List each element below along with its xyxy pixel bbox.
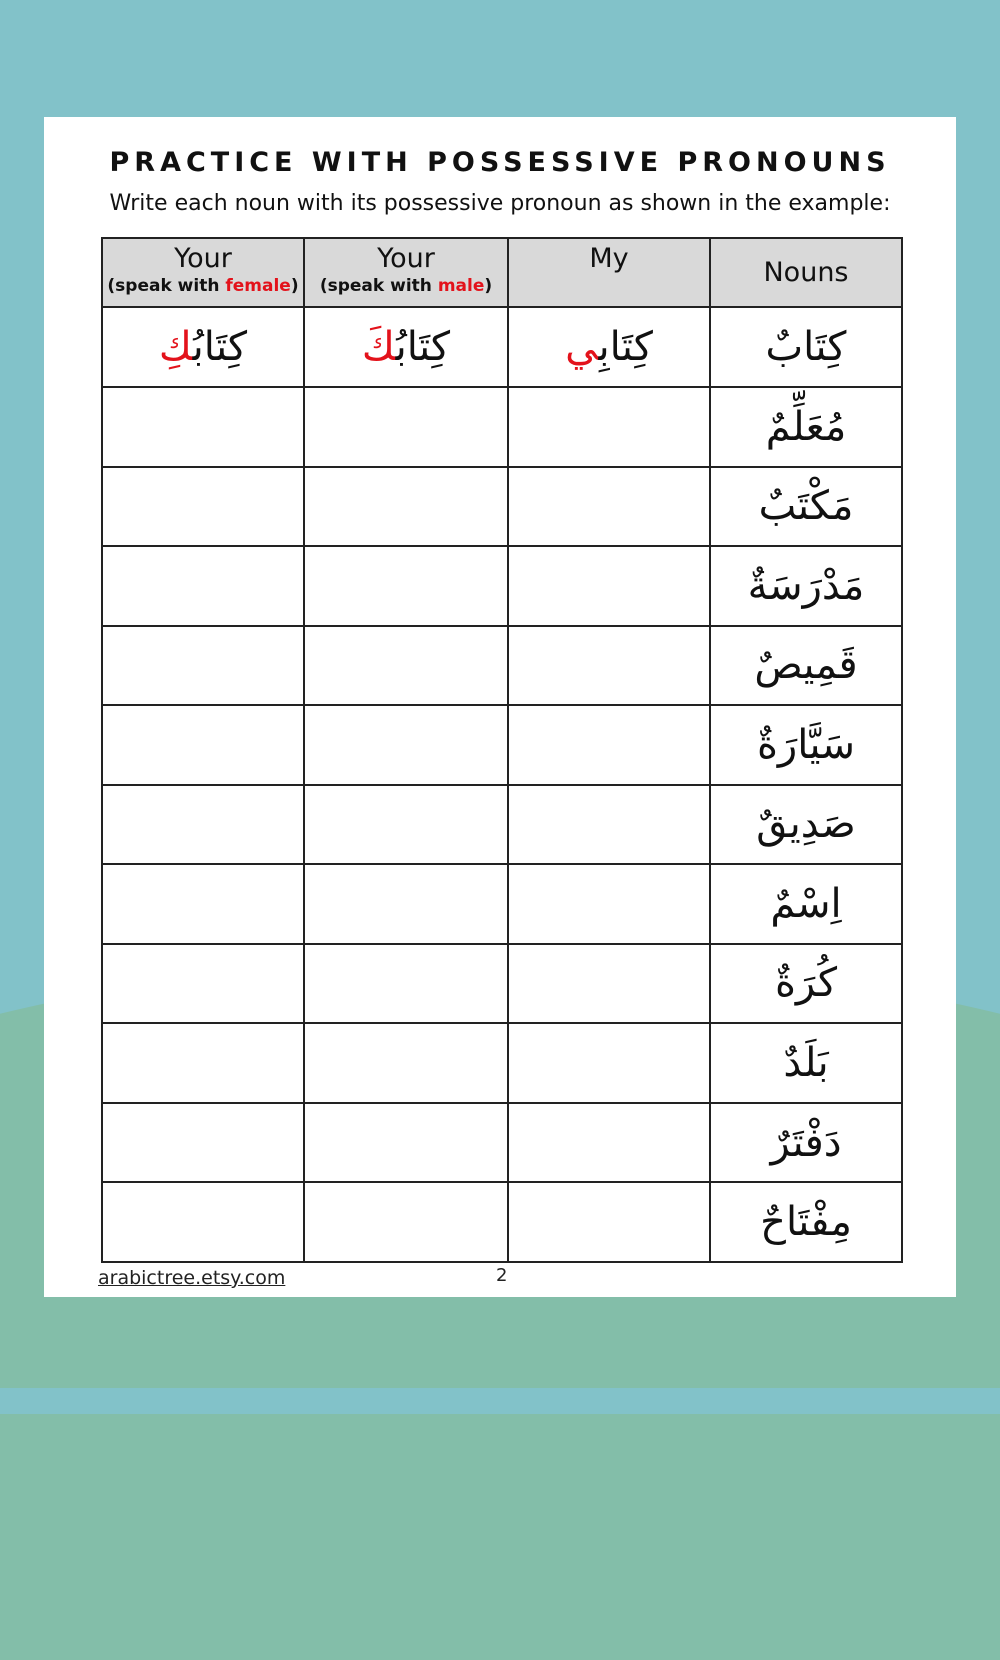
background-strip xyxy=(0,1388,1000,1414)
page-number: 2 xyxy=(496,1265,508,1286)
table-row xyxy=(102,1182,902,1262)
example-row xyxy=(102,307,902,387)
answer-cell-male[interactable] xyxy=(304,705,508,785)
answer-cell-female[interactable] xyxy=(102,785,304,865)
header-your-male xyxy=(304,238,508,307)
noun-cell: كُرَةٌ xyxy=(710,944,902,1024)
answer-cell-male[interactable] xyxy=(304,546,508,626)
answer-cell-female[interactable] xyxy=(102,944,304,1024)
noun-cell: سَيَّارَةٌ xyxy=(710,705,902,785)
table-row xyxy=(102,1103,902,1183)
example-noun: كِتَابٌ xyxy=(710,307,902,387)
example-stem: كِتَابِ xyxy=(598,324,653,371)
answer-cell-my[interactable] xyxy=(508,785,710,865)
header-label: My xyxy=(589,243,629,274)
table-row xyxy=(102,467,902,547)
header-your-female xyxy=(102,238,304,307)
answer-cell-my[interactable] xyxy=(508,387,710,467)
sub-text: (speak with xyxy=(107,276,226,296)
example-female xyxy=(102,307,304,387)
sub-accent: female xyxy=(225,276,291,296)
answer-cell-female[interactable] xyxy=(102,1023,304,1103)
table-row xyxy=(102,1023,902,1103)
answer-cell-female[interactable] xyxy=(102,387,304,467)
answer-cell-male[interactable] xyxy=(304,467,508,547)
answer-cell-male[interactable] xyxy=(304,387,508,467)
instruction-text: Write each noun with its possessive pronoun as shown in the example: xyxy=(109,191,891,216)
answer-cell-my[interactable] xyxy=(508,864,710,944)
example-male xyxy=(304,307,508,387)
answer-cell-female[interactable] xyxy=(102,864,304,944)
answer-cell-male[interactable] xyxy=(304,1023,508,1103)
answer-cell-my[interactable] xyxy=(508,705,710,785)
table-row xyxy=(102,387,902,467)
noun-cell: قَمِيصٌ xyxy=(710,626,902,706)
answer-cell-female[interactable] xyxy=(102,467,304,547)
footer-link[interactable]: arabictree.etsy.com xyxy=(98,1267,286,1289)
table-row xyxy=(102,705,902,785)
table-row xyxy=(102,944,902,1024)
header-sub xyxy=(305,275,507,297)
answer-cell-my[interactable] xyxy=(508,944,710,1024)
answer-cell-female[interactable] xyxy=(102,705,304,785)
noun-cell: مَدْرَسَةٌ xyxy=(710,546,902,626)
example-suffix: ي xyxy=(565,324,599,371)
answer-cell-male[interactable] xyxy=(304,1182,508,1262)
sub-text: (speak with xyxy=(319,276,438,296)
header-label: Your xyxy=(377,243,435,274)
example-stem: كِتَابُ xyxy=(395,324,451,371)
table-row xyxy=(102,546,902,626)
answer-cell-my[interactable] xyxy=(508,467,710,547)
answer-cell-my[interactable] xyxy=(508,626,710,706)
answer-cell-female[interactable] xyxy=(102,626,304,706)
answer-cell-male[interactable] xyxy=(304,944,508,1024)
practice-table xyxy=(101,237,903,1263)
sub-text-end: ) xyxy=(290,276,299,296)
answer-cell-male[interactable] xyxy=(304,864,508,944)
header-sub xyxy=(103,275,303,297)
noun-cell: مِفْتَاحٌ xyxy=(710,1182,902,1262)
example-suffix: كِ xyxy=(158,324,193,371)
answer-cell-male[interactable] xyxy=(304,785,508,865)
noun-cell: مُعَلِّمٌ xyxy=(710,387,902,467)
answer-cell-male[interactable] xyxy=(304,1103,508,1183)
example-suffix: كَ xyxy=(361,324,396,371)
header-label: Nouns xyxy=(763,256,849,288)
page-title: PRACTICE WITH POSSESSIVE PRONOUNS xyxy=(109,147,891,178)
answer-cell-female[interactable] xyxy=(102,1103,304,1183)
table-row xyxy=(102,864,902,944)
sub-text-end: ) xyxy=(484,276,493,296)
noun-cell: بَلَدٌ xyxy=(710,1023,902,1103)
header-my xyxy=(508,238,710,307)
noun-cell: اِسْمٌ xyxy=(710,864,902,944)
example-my xyxy=(508,307,710,387)
answer-cell-female[interactable] xyxy=(102,546,304,626)
noun-cell: مَكْتَبٌ xyxy=(710,467,902,547)
answer-cell-my[interactable] xyxy=(508,1023,710,1103)
worksheet-page xyxy=(44,117,956,1297)
table-row xyxy=(102,626,902,706)
noun-cell: صَدِيقٌ xyxy=(710,785,902,865)
header-row xyxy=(102,238,902,307)
answer-cell-my[interactable] xyxy=(508,546,710,626)
table-row xyxy=(102,785,902,865)
answer-cell-my[interactable] xyxy=(508,1182,710,1262)
noun-cell: دَفْتَرٌ xyxy=(710,1103,902,1183)
answer-cell-my[interactable] xyxy=(508,1103,710,1183)
answer-cell-male[interactable] xyxy=(304,626,508,706)
sub-accent: male xyxy=(437,276,485,296)
header-label: Your xyxy=(174,243,232,274)
header-nouns xyxy=(710,238,902,307)
example-stem: كِتَابُ xyxy=(192,324,248,371)
answer-cell-female[interactable] xyxy=(102,1182,304,1262)
